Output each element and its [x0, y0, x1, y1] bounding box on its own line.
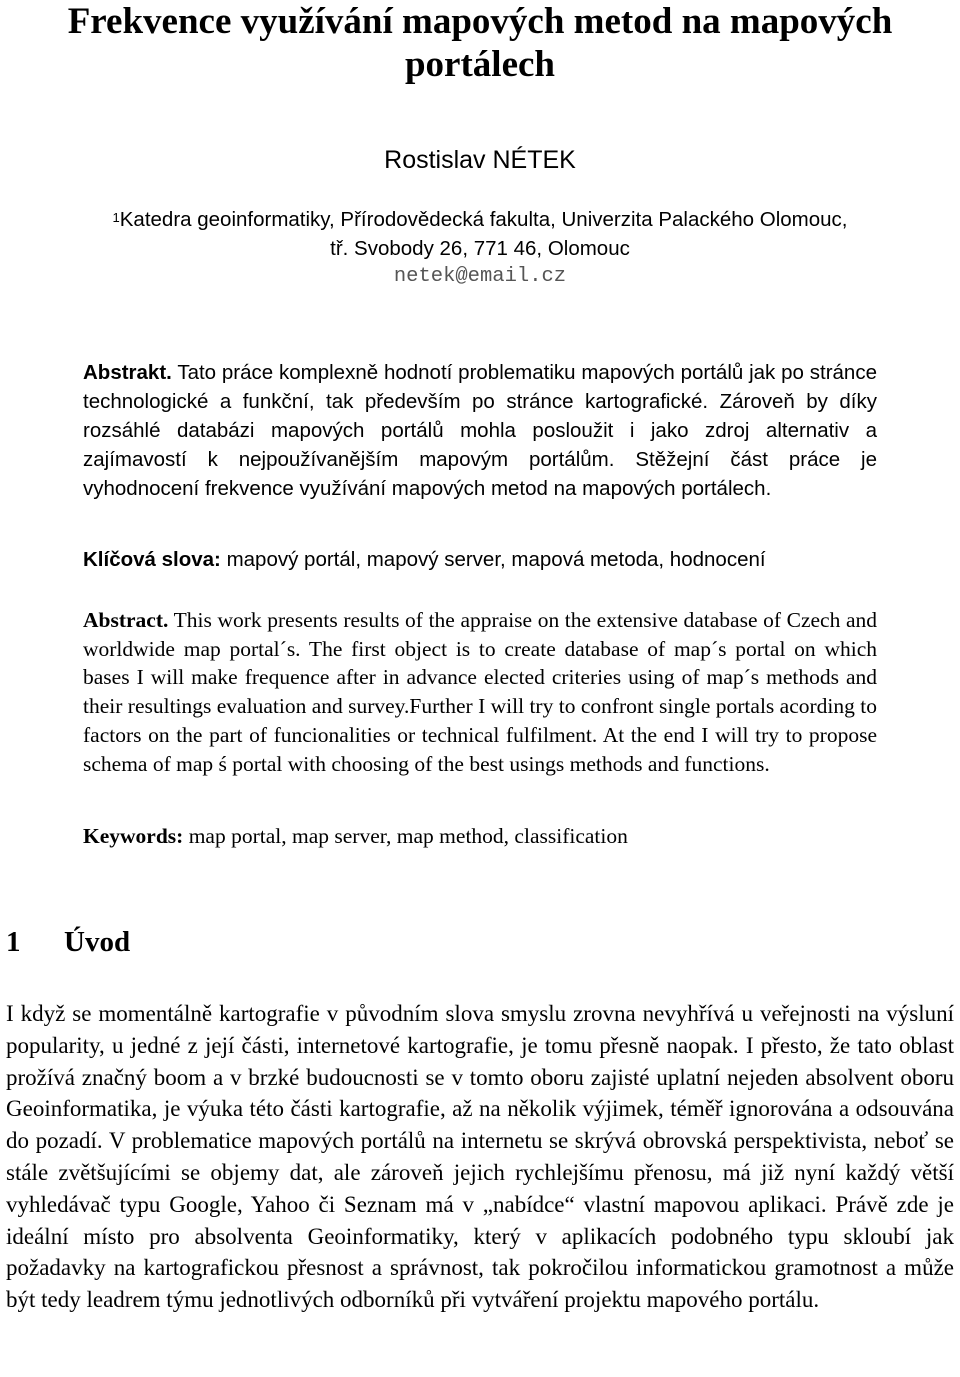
abstract-english — [83, 606, 877, 778]
affiliation-line-1 — [0, 205, 960, 234]
keywords-english-label: Keywords: — [83, 824, 184, 848]
abstract-czech — [83, 358, 877, 503]
keywords-english — [83, 822, 877, 851]
abstract-english-text: This work presents results of the appraise on the extensive database of Czech and worldwide map portal´s. The first object is to create database of map´s portal on which bases I will make frequence after in advance elected criteries using of map´s methods and their resultings evaluation and survey.Further I will try to confront single portals acording to factors on the part of funcionalities or technical fulfilment. At the end I will try to propose schema of map ś portal with choosing of the best usings methods and functions. — [83, 608, 877, 776]
section-title: Úvod — [64, 926, 131, 958]
section-number: 1 — [6, 926, 21, 958]
keywords-czech-label: Klíčová slova: — [83, 548, 221, 571]
body-paragraph: I když se momentálně kartografie v původním slova smyslu zrovna nevyhřívá u veřejnosti na výsluní popularity, u jedné z její části, internetové kartografie, je tomu přesně naopak. I přesto, že tato oblast prožívá značný boom a v brzké budoucnosti se v tomto oboru zajisté uplatní nejeden absolvent oboru Geoinformatika, je výuka této části kartografie, až na několik výjimek, téměř ignorována a odsouvána do pozadí. V problematice mapových portálů na internetu se skrývá obrovská perspektivista, neboť se stále zvětšujícími se objemy dat, ale zároveň jejich rychlejšímu přenosu, má již nyní každý větší vyhledávač typu Google, Yahoo či Seznam má v „nabídce“ vlastní mapovou aplikaci. Právě zde je ideální místo pro absolventa Geoinformatiky, který v aplikacích podobného typu skloubí jak požadavky na kartografickou přesnost a správnost, tak pokročilou informatickou gramotnost a může být tedy leadrem týmu jednotlivých odborníků při vytváření projektu mapového portálu. — [6, 1001, 954, 1313]
abstract-czech-label: Abstrakt. — [83, 361, 172, 384]
affiliation-superscript: 1 — [112, 210, 120, 225]
abstract-english-label: Abstract. — [83, 608, 169, 632]
keywords-czech — [83, 545, 877, 574]
author-name: Rostislav NÉTEK — [384, 146, 576, 174]
affiliation-line-1-text: Katedra geoinformatiky, Přírodovědecká fakulta, Univerzita Palackého Olomouc, — [119, 208, 848, 231]
keywords-czech-text: mapový portál, mapový server, mapová metoda, hodnocení — [226, 548, 766, 571]
abstract-czech-text: Tato práce komplexně hodnotí problematiku mapových portálů jak po stránce technologické a funkční, tak především po stránce kartografické. Zároveň by díky rozsáhlé databázi mapových portálů mohla posloužit i jako zdroj alternativ a zajímavostí k nejpoužívanějším mapovým portálům. Stěžejní část práce je vyhodnocení frekvence využívání mapových metod na mapových portálech. — [83, 361, 877, 500]
section-heading — [6, 922, 130, 962]
author-email: netek@email.cz — [393, 265, 567, 288]
affiliation-line-2: tř. Svobody 26, 771 46, Olomouc — [330, 237, 630, 260]
keywords-english-text: map portal, map server, map method, classification — [188, 824, 628, 848]
affiliation — [0, 205, 960, 263]
page-title: Frekvence využívání mapových metod na mapových portálech — [67, 1, 893, 85]
